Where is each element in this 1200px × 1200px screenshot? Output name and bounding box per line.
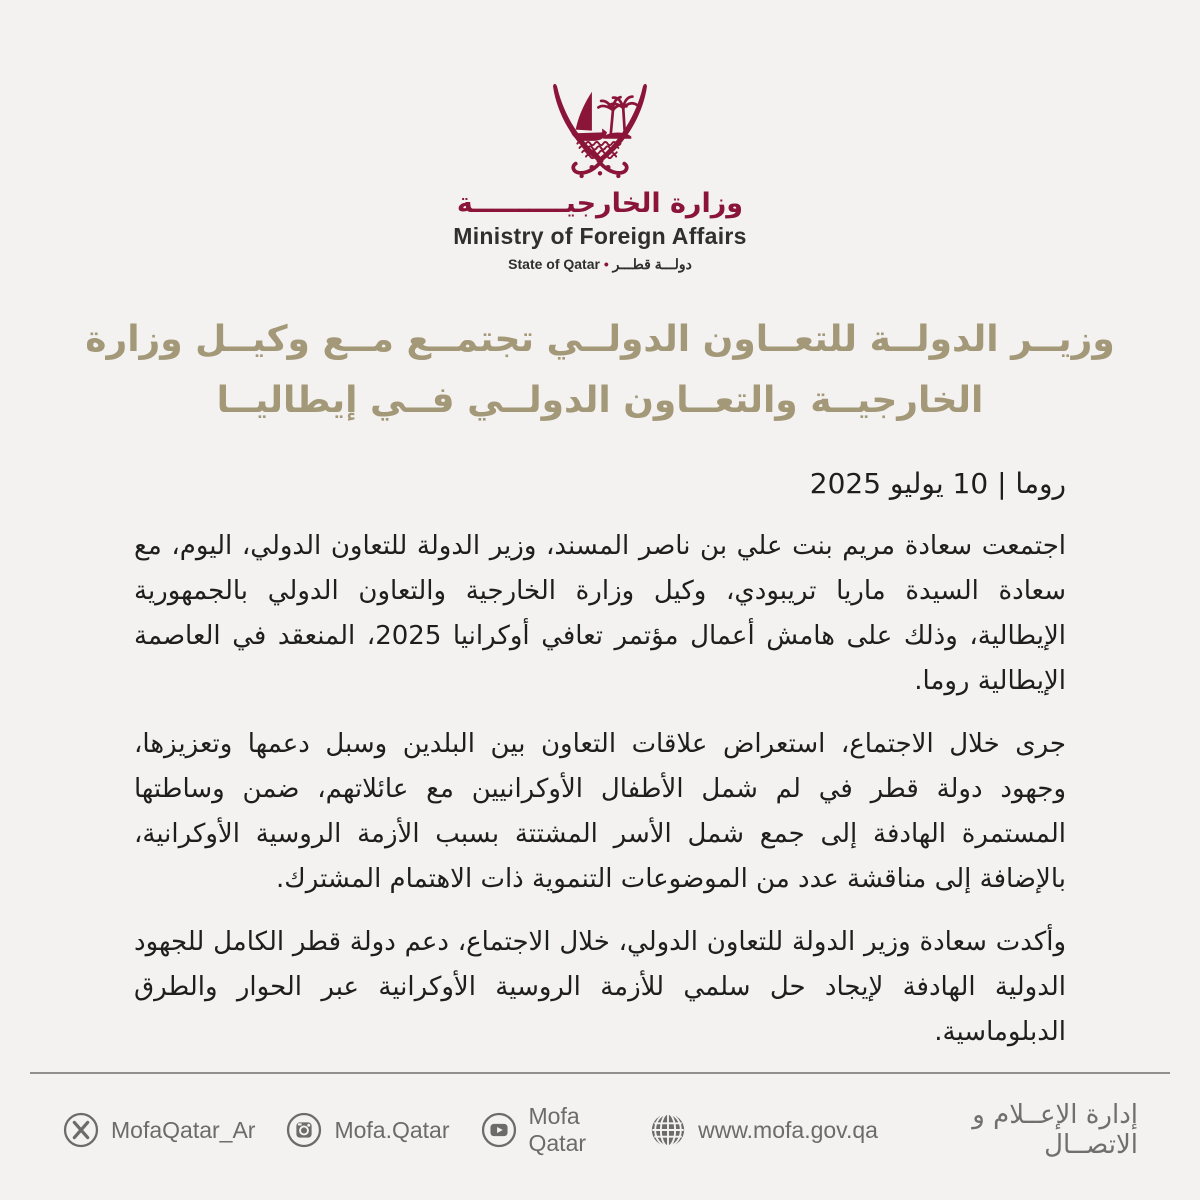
department-label: إدارة الإعــلام و الاتصــال xyxy=(972,1100,1138,1160)
headline-line-1: وزيــر الدولــة للتعــاون الدولــي تجتمــع مــع وكيــل وزارة xyxy=(85,319,1115,360)
state-of-qatar-english: State of Qatar xyxy=(508,256,600,272)
social-label: MofaQatar_Ar xyxy=(111,1116,256,1143)
dateline: روما | 10 يوليو 2025 xyxy=(809,467,1066,500)
x-icon xyxy=(62,1111,100,1149)
paragraph-2: جرى خلال الاجتماع، استعراض علاقات التعاون بين البلدين وسبل دعمها وتعزيزها، وجهود دولة قطر في لم شمل الأطفال الأوكرانيين مع عائلاتهم، ضمن وساطتها المستمرة الهادفة إلى جمع شمل الأسر المشتتة بسبب الأزمة الروسية الأوكرانية، بالإضافة إلى مناقشة عدد من الموضوعات التنموية ذات الاهتمام المشترك. xyxy=(134,729,1066,894)
social-links xyxy=(62,1103,878,1157)
footer-divider xyxy=(30,1072,1170,1074)
social-label: Mofa Qatar xyxy=(528,1103,587,1156)
social-label: Mofa.Qatar xyxy=(334,1116,450,1143)
headline-line-2: الخارجيــة والتعــاون الدولــي فــي إيطاليــا xyxy=(216,380,984,421)
social-label: www.mofa.gov.qa xyxy=(698,1116,878,1143)
article-body xyxy=(134,524,1066,1055)
ministry-name-arabic: وزارة الخارجيــــــــــة xyxy=(456,188,744,219)
youtube-icon xyxy=(480,1111,518,1149)
social-youtube-account[interactable] xyxy=(480,1103,620,1157)
website-link[interactable] xyxy=(649,1111,878,1149)
paragraph-1: اجتمعت سعادة مريم بنت علي بن ناصر المسند، وزير الدولة للتعاون الدولي، اليوم، مع سعادة السيدة ماريا تريبودي، وكيل وزارة الخارجية والتعاون الدولي بالجمهورية الإيطالية، وذلك على هامش أعمال مؤتمر تعافي أوكرانيا 2025، المنعقد في العاصمة الإيطالية روما. xyxy=(134,531,1066,696)
paragraph-3: وأكدت سعادة وزير الدولة للتعاون الدولي، خلال الاجتماع، دعم دولة قطر الكامل للجهود الدولية الهادفة لإيجاد حل سلمي للأزمة الروسية الأوكرانية عبر الحوار والطرق الدبلوماسية. xyxy=(134,927,1066,1047)
social-x-account[interactable] xyxy=(62,1111,255,1149)
qatar-mofa-emblem-icon xyxy=(546,82,654,182)
headline xyxy=(30,309,1170,431)
state-of-qatar-line xyxy=(0,256,1200,273)
social-instagram-account[interactable] xyxy=(285,1111,449,1149)
globe-icon xyxy=(649,1111,687,1149)
article-content xyxy=(134,467,1066,1055)
footer xyxy=(62,1092,1138,1168)
instagram-icon xyxy=(285,1111,323,1149)
state-of-qatar-arabic: دولـــة قطـــر xyxy=(612,256,692,272)
separator-dot: • xyxy=(603,256,609,272)
ministry-name-english: Ministry of Foreign Affairs xyxy=(453,223,747,249)
header xyxy=(0,0,1200,273)
